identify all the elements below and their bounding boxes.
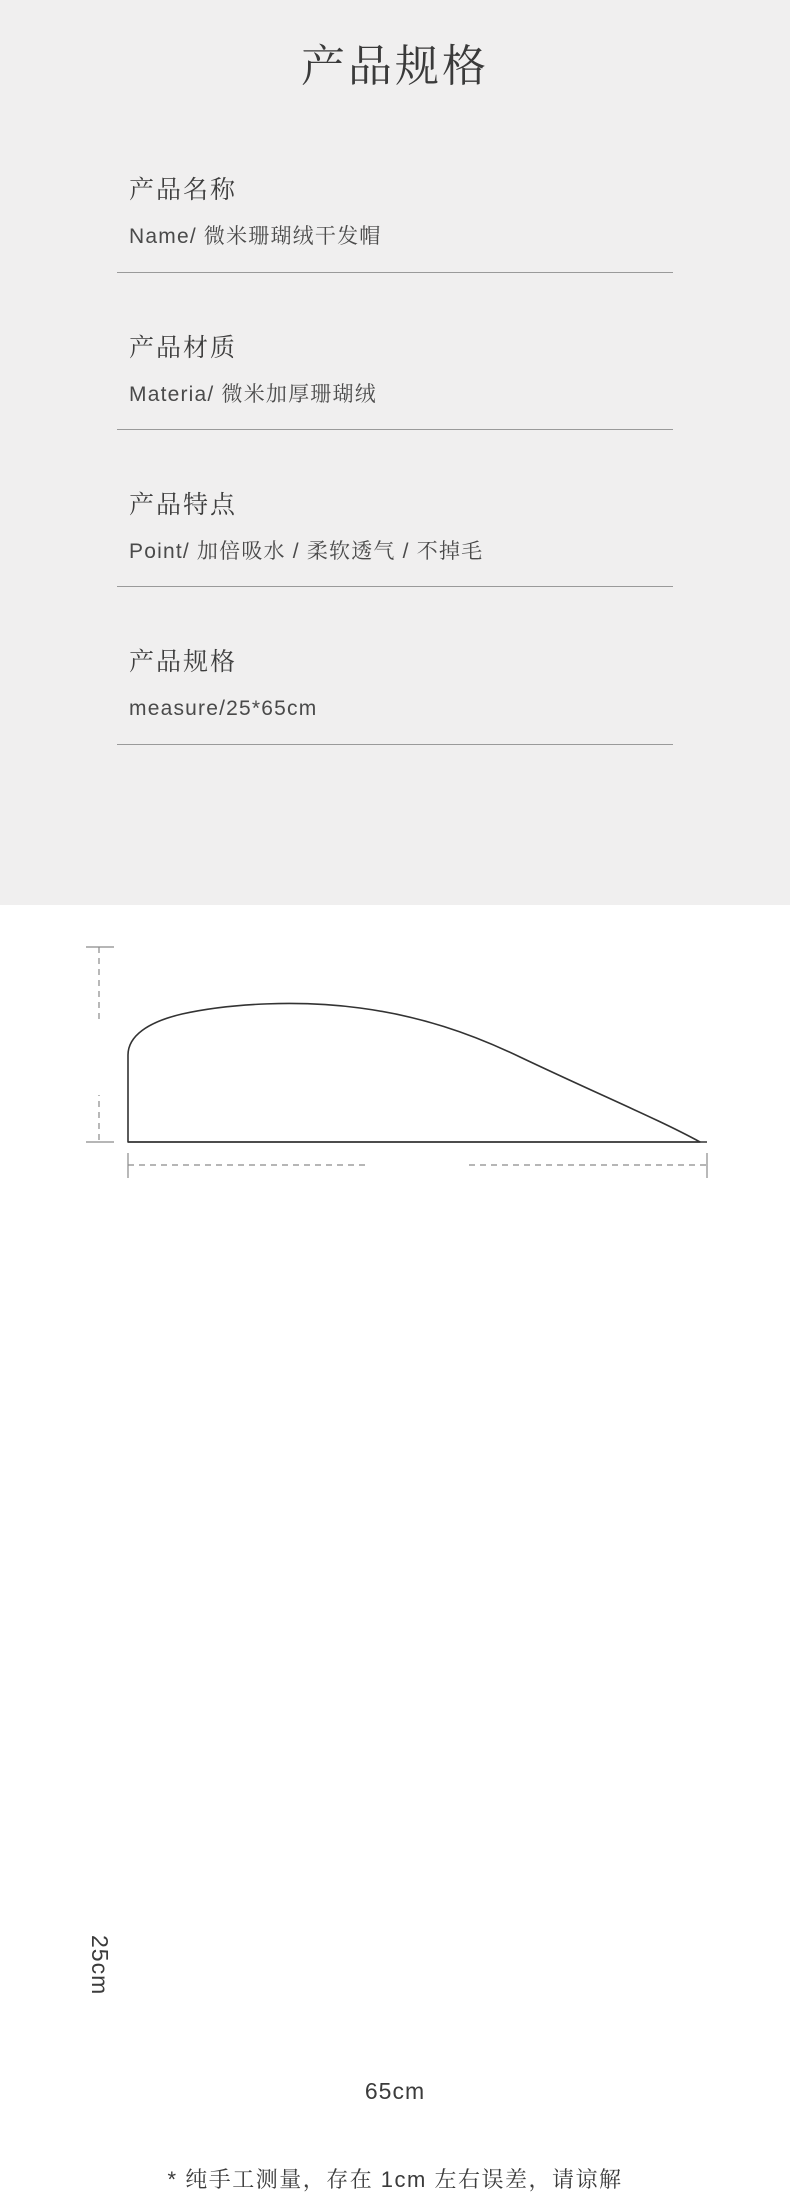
spec-value: measure/25*65cm bbox=[129, 697, 318, 721]
spec-row-material bbox=[117, 331, 673, 430]
spec-row-name bbox=[117, 173, 673, 272]
spec-value: Name/ 微米珊瑚绒干发帽 bbox=[129, 225, 382, 249]
spec-label: 产品特点 bbox=[129, 490, 238, 519]
spec-label: 产品名称 bbox=[129, 176, 238, 205]
dimension-diagram-panel bbox=[0, 905, 790, 2192]
spec-list bbox=[117, 173, 673, 745]
divider bbox=[117, 429, 673, 430]
height-dimension-label: 25cm bbox=[87, 1935, 113, 1996]
spec-row-features bbox=[117, 488, 673, 587]
spec-row-measure bbox=[117, 645, 673, 744]
spec-value: Point/ 加倍吸水 / 柔软透气 / 不掉毛 bbox=[129, 539, 484, 563]
width-dimension-label: 65cm bbox=[364, 2078, 426, 2104]
measurement-footnote: * 纯手工测量，存在 1cm 左右误差，请谅解 bbox=[167, 2167, 623, 2192]
specification-panel bbox=[0, 0, 790, 905]
diagram-svg-wrap bbox=[0, 905, 790, 1235]
divider bbox=[117, 272, 673, 273]
spec-value: Materia/ 微米加厚珊瑚绒 bbox=[129, 382, 377, 406]
page-title: 产品规格 bbox=[301, 42, 489, 91]
spec-label: 产品规格 bbox=[129, 648, 238, 677]
divider bbox=[117, 744, 673, 745]
hair-cap-outline-icon bbox=[0, 905, 790, 1235]
spec-label: 产品材质 bbox=[129, 333, 238, 362]
divider bbox=[117, 586, 673, 587]
